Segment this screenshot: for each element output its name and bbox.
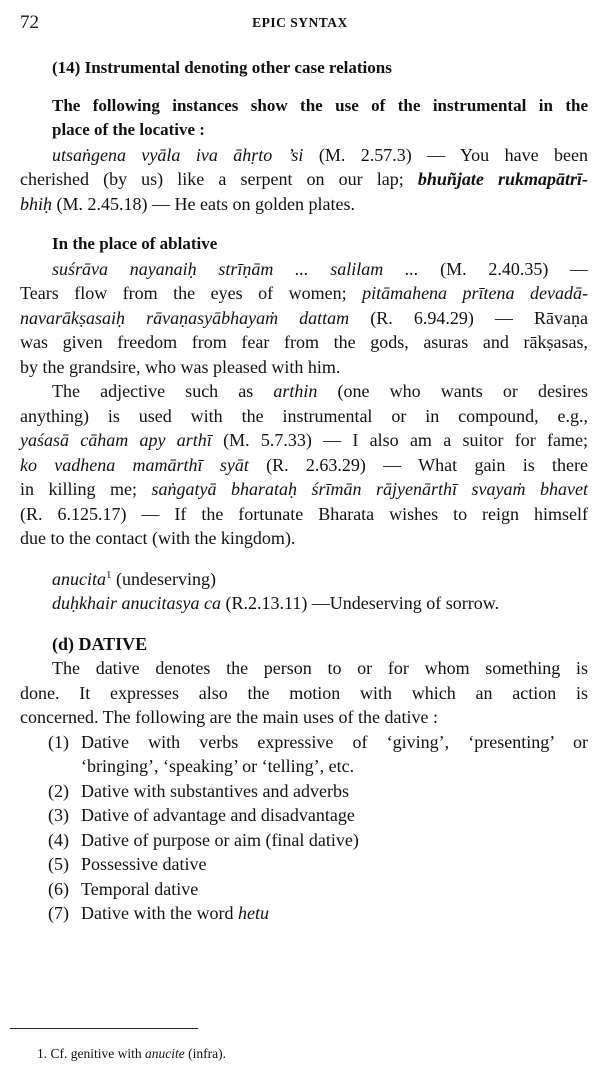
text-line: in killing me; saṅgatyā bharataḥ śrīmān rājyenārthī svayaṁ bhavet [20,479,588,499]
text-line: by the grandsire, who was pleased with him. [20,356,341,377]
list-item: (3) Dative of advantage and disadvantage [48,805,355,825]
list-item: (1) Dative with verbs expressive of ‘giving’, ‘presenting’ or [48,731,588,752]
text-line: The dative denotes the person to or for whom something is [52,658,588,678]
text-line: cherished (by us) like a serpent on our lap; bhuñjate rukmapātrī- [20,169,589,189]
list-item: (6) Temporal dative [48,878,199,899]
text-line: Tears flow from the eyes of women; pitāmahena prītena devadā- [20,283,588,303]
intro-line: place of the locative : [52,120,205,139]
text-line: bhiḥ (M. 2.45.18) — He eats on golden plates. [20,193,355,214]
list-item: (5) Possessive dative [48,854,207,874]
text-line: done. It expresses also the motion with which an action is [20,682,588,703]
page-body [20,56,588,926]
text-line: due to the contact (with the kingdom). [20,528,296,548]
text-line: duḥkhair anucitasya ca (R.2.13.11) —Undeserving of sorrow. [52,593,500,613]
text-line: ko vadhena mamārthī syāt (R. 2.63.29) — What gain is there [20,454,588,475]
intro-line: The following instances show the use of the instrumental in the [52,95,588,115]
text-line: anucita$^1$ (undeserving) [52,568,216,589]
footnote-marker: 1 [106,568,112,581]
text-line: anything) is used with the instrumental or in compound, e.g., [20,405,588,426]
page-number: 72 [20,12,39,33]
section-heading-instrumental: (14) Instrumental denoting other case relations [52,58,392,77]
list-item: (4) Dative of purpose or aim (final dative) [48,829,359,850]
text-line: was given freedom from fear from the gods, asuras and rākṣasas, [20,332,588,352]
text-line: navarākṣasaiḥ rāvaṇasyābhayaṁ dattam (R. 6.94.29) — Rāvaṇa [20,307,588,328]
dative-uses-list [20,730,588,926]
text-line: utsaṅgena vyāla iva āhṛto ’si (M. 2.57.3) — You have been [52,144,589,165]
text-line: The adjective such as arthin (one who wants or desires [52,381,588,401]
running-head: EPIC SYNTAX [252,15,348,30]
text-line: concerned. The following are the main uses of the dative : [20,707,439,727]
text-line: suśrāva nayanaiḥ strīṇām ... salilam ... (M. 2.40.35) — [52,258,589,279]
text-line: yaśasā cāham apy arthī (M. 5.7.33) — I also am a suitor for fame; [20,430,588,450]
list-item-continuation: ‘bringing’, ‘speaking’ or ‘telling’, etc. [81,756,355,776]
footnote-rule [10,1028,198,1029]
list-item: (7) Dative with the word hetu [48,903,269,923]
text-line: (R. 6.125.17) — If the fortunate Bharata wishes to reign himself [20,503,588,524]
section-heading-dative: (d) DATIVE [52,633,148,654]
footnote: 1. Cf. genitive with anucite (infra). [37,1046,226,1061]
subheading-ablative: In the place of ablative [52,234,218,253]
list-item: (2) Dative with substantives and adverbs [48,780,349,801]
